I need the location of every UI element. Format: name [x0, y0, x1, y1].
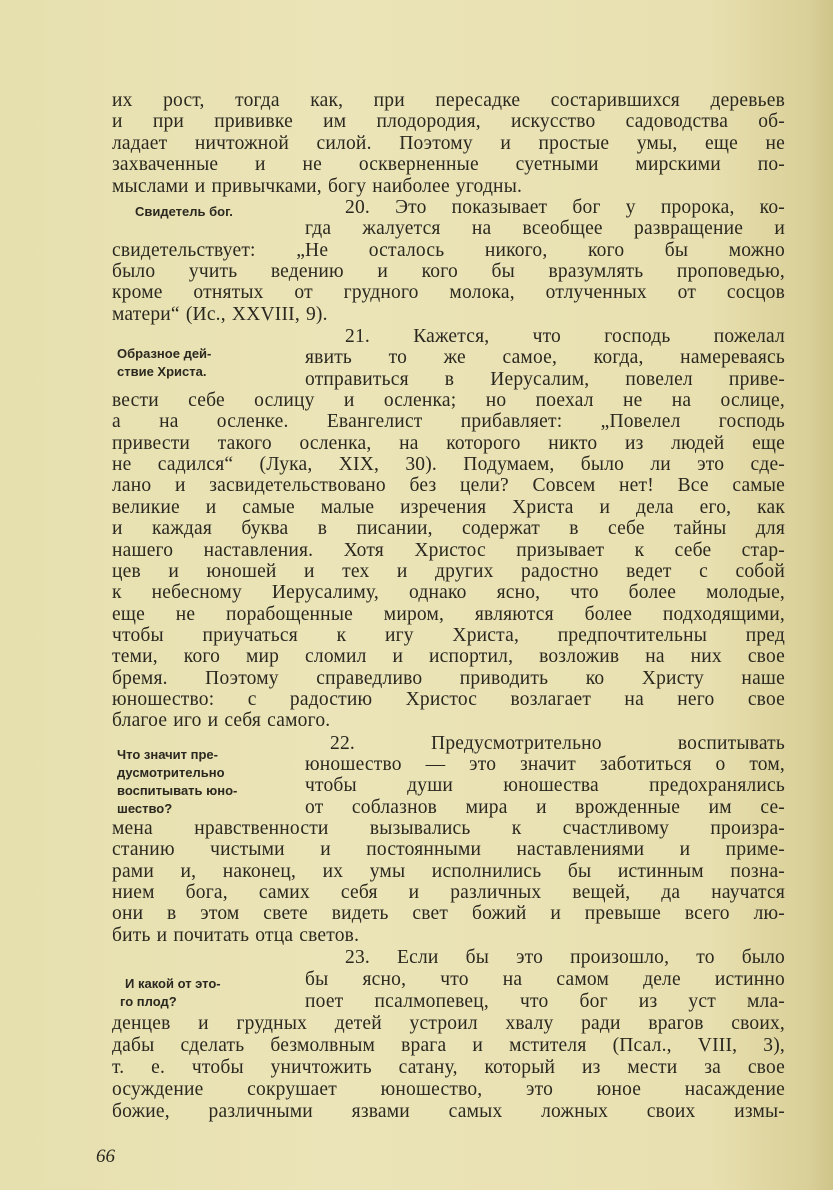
- text-line: великие и самые малые изречения Христа и дела его, как: [112, 497, 785, 518]
- text-line: бремя. Поэтому справедливо приводить ко Христу наше: [112, 668, 785, 689]
- text-line: их рост, тогда как, при пересадке состарившихся деревьев: [112, 90, 785, 111]
- text-line: явить то же самое, когда, намереваясь: [305, 347, 785, 368]
- page-number: 66: [96, 1146, 115, 1167]
- sidenote-line: го плод?: [120, 994, 177, 1009]
- sidenote-line: И какой от это-: [125, 976, 221, 991]
- text-line: поет псалмопевец, что бог из уст мла-: [305, 991, 785, 1012]
- text-line: лано и засвидетельствовано без цели? Совсем нет! Все самые: [112, 475, 785, 496]
- text-line: привести такого осленка, на которого никто из людей еще: [112, 433, 785, 454]
- paragraph-23-start: 23. Если бы это произошло, то было: [345, 947, 785, 968]
- text-line: осуждение сокрушает юношество, это юное насаждение: [112, 1079, 785, 1100]
- text-line: они в этом свете видеть свет божий и превыше всего лю-: [112, 903, 785, 924]
- text-line: гда жалуется на всеобщее развращение и: [305, 218, 785, 239]
- text-line: кроме отнятых от грудного молока, отлученных от сосцов: [112, 282, 785, 303]
- sidenote-line: Что значит пре-: [117, 747, 218, 762]
- sidenote-20: [135, 203, 233, 221]
- text-line: отправиться в Иерусалим, повелел приве-: [305, 369, 785, 390]
- paragraph-21-start: 21. Кажется, что господь пожелал: [345, 326, 785, 347]
- paragraph-22-start: 22. Предусмотрительно воспитывать: [330, 733, 785, 754]
- text-line: и при прививке им плодородия, искусство садоводства об-: [112, 111, 785, 132]
- text-line: станию чистыми и постоянными наставлениями и приме-: [112, 839, 785, 860]
- text-line: нашего наставления. Хотя Христос призывает к себе стар-: [112, 540, 785, 561]
- sidenote-22: [117, 746, 237, 818]
- paragraph-20-start: 20. Это показывает бог у пророка, ко-: [345, 197, 785, 218]
- text-line: дабы сделать безмолвным врага и мстителя (Псал., VIII, 3),: [112, 1035, 785, 1056]
- text-line: юношество — это значит заботиться о том,: [305, 754, 785, 775]
- sidenote-line: Свидетель бог.: [135, 204, 233, 219]
- text-line: было учить ведению и кого бы вразумлять проповедью,: [112, 261, 785, 282]
- text-line: божие, различными язвами самых ложных своих измы-: [112, 1101, 785, 1122]
- text-line: рами и, наконец, их умы исполнились бы истинным позна-: [112, 861, 785, 882]
- text-line: теми, кого мир сломил и испортил, возложив на них свое: [112, 646, 785, 667]
- text-line: чтобы души юношества предохранялись: [305, 775, 785, 796]
- text-line: матери“ (Ис., XXVIII, 9).: [112, 304, 328, 325]
- text-line: мена нравственности вызывались к счастливому произра-: [112, 818, 785, 839]
- text-line: бы ясно, что на самом деле истинно: [305, 969, 785, 990]
- text-line: от соблазнов мира и врожденные им се-: [305, 797, 785, 818]
- sidenote-line: дусмотрительно: [117, 765, 225, 780]
- text-line: бить и почитать отца светов.: [112, 925, 360, 946]
- sidenote-line: Образное дей-: [117, 346, 212, 361]
- text-line: к небесному Иерусалиму, однако ясно, что более молодые,: [112, 582, 785, 603]
- text-line: цев и юношей и тех и других радостно ведет с собой: [112, 561, 785, 582]
- text-line: юношество: с радостию Христос возлагает на него свое: [112, 689, 785, 710]
- text-line: денцев и грудных детей устроил хвалу ради врагов своих,: [112, 1013, 785, 1034]
- text-line: еще не порабощенные миром, являются более подходящими,: [112, 604, 785, 625]
- sidenote-line: шество?: [117, 801, 173, 816]
- sidenote-line: ствие Христа.: [117, 364, 207, 379]
- text-line: т. е. чтобы уничтожить сатану, который из мести за свое: [112, 1057, 785, 1078]
- text-line: свидетельствует: „Не осталось никого, кого бы можно: [112, 240, 785, 261]
- text-line: не садился“ (Лука, XIX, 30). Подумаем, было ли это сде-: [112, 454, 785, 475]
- sidenote-line: воспитывать юно-: [117, 783, 238, 798]
- text-line: благое иго и себя самого.: [112, 710, 331, 731]
- text-line: и каждая буква в писании, содержат в себе тайны для: [112, 518, 785, 539]
- text-line: нием бога, самих себя и различных вещей, да научатся: [112, 882, 785, 903]
- sidenote-21: [117, 345, 211, 381]
- text-line: ладает ничтожной силой. Поэтому и простые умы, еще не: [112, 133, 785, 154]
- text-line: захваченные и не оскверненные суетными мирскими по-: [112, 154, 785, 175]
- text-line: мыслами и привычками, богу наиболее угодны.: [112, 176, 523, 197]
- text-line: чтобы приучаться к игу Христа, предпочтительны пред: [112, 625, 785, 646]
- sidenote-23: [120, 975, 221, 1011]
- text-line: а на осленке. Евангелист прибавляет: „Повелел господь: [112, 411, 785, 432]
- text-line: вести себе ослицу и осленка; но поехал не на ослице,: [112, 390, 785, 411]
